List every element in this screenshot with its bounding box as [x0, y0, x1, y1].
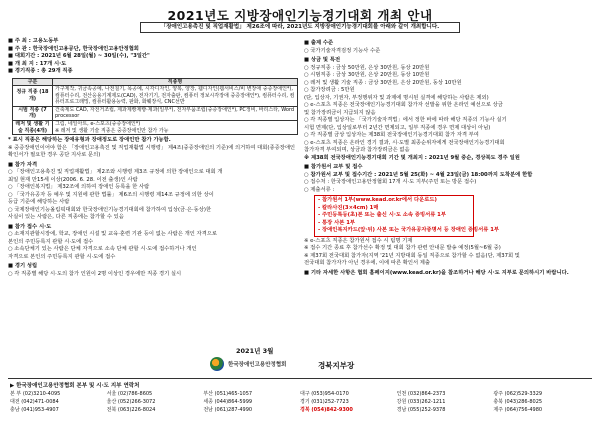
- contact-item: 전남 (061)287-4990: [203, 407, 253, 413]
- list-item: - 참가원서 1부(www.kead.or.kr에서 다운로드): [318, 197, 437, 203]
- list-item: 자격으로 본인의 주민등록지 관할 시·도에 접수: [8, 253, 116, 260]
- apply-title: ■ 참가원서 교부 및 접수: [304, 164, 363, 170]
- list-item: ○ e-스포츠 직종은 전국장애인기능경기대회 참가자 선발을 위한 온라인 예선으로 상금: [304, 102, 503, 108]
- right-column: [304, 38, 594, 277]
- row-text: 그림, 네일아트, e-스포츠(중증장애인*) ※ 레저 및 생활 기술 직종은 중증장애인만 참가 가능: [53, 121, 298, 135]
- list-item: ○ 제출서류 :: [304, 186, 335, 193]
- apply-notes: [304, 238, 594, 268]
- list-item: ○ 국가기술자격검정 기능사 수준: [304, 47, 381, 54]
- period: ■ 대회기간 : 2021년 6월 28일(월) ~ 30일(수), "3일간": [8, 53, 150, 59]
- list-item: ○ 「장애인고용촉진 및 직업재활법」 제2조와 시행령 제3조 규정에 의한 장애인으로 대회 개: [8, 169, 223, 176]
- organizer: ■ 주 관 : 한국장애인고용공단, 한국장애인고용안정협회: [8, 45, 139, 52]
- contact-title: ▶ 한국장애인고용안정협회 본부 및 시·도 지부 연락처: [10, 383, 140, 389]
- qualification-title: ■ 참가 자격: [8, 161, 38, 168]
- contact-item: 대구 (053)954-0170: [299, 391, 349, 397]
- list-item: 전국대회 참가자가 아닌 경우에, 이에 따른 확인서 제출: [304, 260, 431, 266]
- apply-list: [304, 172, 594, 195]
- list-item: ※ 접수 기간 종료 후 참가선수 확정 및 대회 참가 관련 안내문 발송 예정(5월~6월 중): [304, 245, 501, 251]
- contact-item-highlight: 경북 (054)842-9300: [299, 407, 353, 413]
- note-2: ※ 중증장애인이어야 함은 「장애인고용촉진 및 직업재활법 시행령」 제4조(중증장애인의 기준)에 의거하여 대회(종증장애인 확인서가 필요한 경우 공단 지사로 문의): [8, 144, 296, 159]
- contact-item: 경기 (031)252-7723: [299, 399, 349, 405]
- categories-label: ■ 경기직종 : 총 29개 직종: [8, 68, 73, 74]
- list-item: 본인의 주민등록지 관할 시·도에 접수: [8, 238, 94, 245]
- contact-item: 인천 (032)864-2373: [396, 391, 446, 397]
- count-title: ■ 경기 성립: [8, 263, 38, 270]
- list-item: - 주민등록등(초)본 또는 출신 시·도 소속 증빙서류 1부: [318, 212, 446, 218]
- row-text: 건축제도 CAD, 자전거조립, 제과제빵제빵·제과(일부*), 전자부품조립(중증장애인*), PC정비, 바리스타, Word processor: [53, 106, 298, 120]
- contact-item: 전북 (063)226-8024: [106, 407, 156, 413]
- list-item: ※ 제38회 전국장애인기능경기대회 기간 및 개최지 : 2021년 9월 중순, 경상북도 경주 일원: [304, 154, 520, 161]
- contact-item: 충남 (041)953-4907: [10, 407, 59, 413]
- row-text: 가구제작, 귀금속공예, 나전칠기, 목공예, 시각디자인, 양복, 양장, 웹디자인(웹서비스/비 변장애 중증장애인*), 컴퓨터수리, 전산응용기계제도(CAD), 전자기기, 전자출판, 컴퓨터 정보시각장애 중증장애인*), 컴퓨터수리, 컴퓨터프로그래밍, 컴퓨터활용능력, 판화, 화훼장식, CNC선반: [53, 86, 298, 107]
- contact-item: 울산 (052)266-3072: [106, 399, 156, 405]
- contact-item: 광주 (062)529-3329: [493, 391, 543, 397]
- table-row: [13, 121, 298, 135]
- table-row: [13, 86, 298, 107]
- list-item: ○ 소속단체기 있는 사람은 단체 자격으로 소속 단체 관할 시·도에 접수하거나 개인: [8, 246, 197, 253]
- list-item: ○ 참가원서 교부 및 접수기간 : 2021년 5월 25(화) ~ 4월 23일(금) 18:00까지 도착분에 한함: [304, 171, 533, 178]
- list-item: 사실이 있는 사람은, 다른 직종에는 참가할 수 있음: [8, 214, 124, 221]
- contact-item: 서울 (02)786-8605: [106, 391, 153, 397]
- qualification-list: [8, 169, 300, 222]
- list-item: ※ e-스포츠 직종은 참가원서 접수 시 팀명 기재: [304, 237, 413, 244]
- list-item: ○ 정규직종 : 금상 50만원, 은상 30만원, 동상 20만원: [304, 64, 430, 71]
- host: ■ 주 최 : 고용노동부: [8, 38, 59, 44]
- date: 2021년 3월: [236, 347, 274, 355]
- prize-title: ■ 상금 및 특전: [304, 57, 341, 63]
- subtitle: 「장애인고용촉진 및 직업재활법」 제26조에 따라, 2021년도 지방장애인기능경기대회를 아래와 같이 개최합니다.: [140, 22, 460, 33]
- level-title: ■ 출제 수준: [304, 40, 334, 46]
- contact-section: [8, 378, 592, 414]
- list-item: (단, 입상자, 기권자, 부정행위자 및 과제에 명시된 실격에 해당하는 사람은 제외): [304, 94, 489, 101]
- list-item: 참가자격 부여되며, 상금과 참가장려금은 없음: [304, 147, 410, 153]
- region-list: [8, 231, 300, 261]
- contact-item: 충북 (043)286-8025: [493, 399, 543, 405]
- branch-signature: 경북지부장: [318, 361, 355, 370]
- contact-item: 강원 (033)262-1211: [396, 399, 446, 405]
- list-item: ○ 「장애인복지법」 제32조에 의하여 장애인 등록을 한 사람: [8, 184, 150, 191]
- list-item: 등급 기준에 해당하는 사람: [8, 199, 70, 206]
- list-item: 최일 현재 만15세 이상(2006. 6. 28. 이전 출생)인 사람: [8, 176, 138, 183]
- contact-item: 경남 (055)252-9378: [396, 407, 446, 413]
- list-item: 및 참가장려금이 지급되지 않음: [304, 109, 376, 116]
- table-head-type: 구분: [13, 78, 53, 86]
- list-item: ○ 각 직종별 입상자는 「국가기술자격법」에서 정한 바에 따라 해당 직종의 기능사 실기: [304, 117, 507, 123]
- list-item: ○ 각 직종별 해당 시·도의 참가 인원이 2명 이상인 경우에만 직종 경기 실시: [8, 270, 182, 277]
- list-item: ○ 각 직종별 금상 입상자는 제38회 전국장애인기능경기대회 참가 자격 부여: [304, 132, 479, 138]
- list-item: ○ 시범직종 : 금상 30만원, 은상 20만원, 동상 10만원: [304, 72, 430, 78]
- list-item: ○ 국제장애인기능올림픽대회와 한국장애인기능경기대회에 참가하여 입상(금·은·동상)한: [8, 206, 212, 213]
- logo-text: 한국장애인고용안정협회: [228, 362, 287, 368]
- list-item: ○ 레저 및 생활 기술 직종 : 금상 30만원, 은상 20만원, 동상 10만원: [304, 79, 462, 86]
- contact-item: 본 부 (02)3210-4095: [10, 391, 61, 397]
- page-title: 2021년도 지방장애인기능경기대회 개최 안내: [167, 8, 433, 23]
- row-label: 정규 직종 (18개): [13, 86, 53, 107]
- note-1: * 표시 직종은 해당하는 장애유형과 장애정도로 장애인만 참가 가능함.: [8, 137, 171, 144]
- list-item: ※ 제37회 전국대회 참가자(지역 '21년 지방대회 동일 직종으로 참가할 수 없음(단, 제37회 및: [304, 252, 520, 259]
- contact-grid: [8, 390, 592, 414]
- list-item: - 통장 사본 1부: [318, 219, 356, 226]
- contact-item: 제주 (064)756-4980: [493, 407, 543, 413]
- list-item: - 장애인복지카드(앞·뒤) 사본 또는 국가유공자증명서 등 장애인 증빙서류 1부: [318, 227, 499, 233]
- info-note: ■ 기타 자세한 사항은 협회 홈페이지(www.kead.or.kr)을 참조하거나 해당 시·도 지부로 문의하시기 바랍니다.: [304, 269, 569, 276]
- contact-item: 부산 (051)465-1057: [203, 391, 253, 397]
- table-row: [13, 106, 298, 120]
- region: ■ 개 최 지 : 17개 시·도: [8, 60, 67, 67]
- left-column: [8, 38, 300, 278]
- table-head-name: 직종명: [53, 78, 298, 86]
- logo-icon: [210, 357, 224, 371]
- contact-item: 세종 (044)864-5999: [203, 399, 253, 405]
- logo: [210, 356, 286, 372]
- list-item: ○ 접수처 : 한국장애인고용안정협회 17개 시·도 지부(주민 또는 방문 접수): [304, 179, 477, 185]
- row-label: 레저 및 생활 기술 직종(4개): [13, 121, 53, 135]
- row-label: 시범 직종 (7개): [13, 106, 53, 120]
- list-item: - 칼라사진(3×4cm) 1매: [318, 204, 379, 211]
- list-item: ○ 소재지관할시장에, 학교, 장애인 시설 및 교육·훈련 기관 등이 없는 사람은 개인 자격으로: [8, 231, 217, 238]
- list-item: ○ 참가장려금 : 5만원: [304, 87, 355, 93]
- list-item: ○ 「국가유공자 등 예우 및 지원에 관한 법률」 제6조의 시행령 제14조 규정에 의한 상이: [8, 191, 214, 198]
- category-table: [12, 78, 298, 136]
- contact-item: 대전 (042)471-0084: [10, 399, 59, 405]
- document-list: [314, 195, 499, 237]
- list-item: ○ e-스포츠 직종은 온라인 경기 결과, 시·도별 최종순위자에게 전국장애인기능경기대회: [304, 139, 505, 146]
- region-title: ■ 참가 접수 시·도: [8, 223, 52, 230]
- list-item: 시험 면제(단, 입상일로부터 2년간 면제되고, 일부 직종에 경우 면제 대상이 아님): [304, 124, 491, 131]
- prize-list: [304, 65, 594, 163]
